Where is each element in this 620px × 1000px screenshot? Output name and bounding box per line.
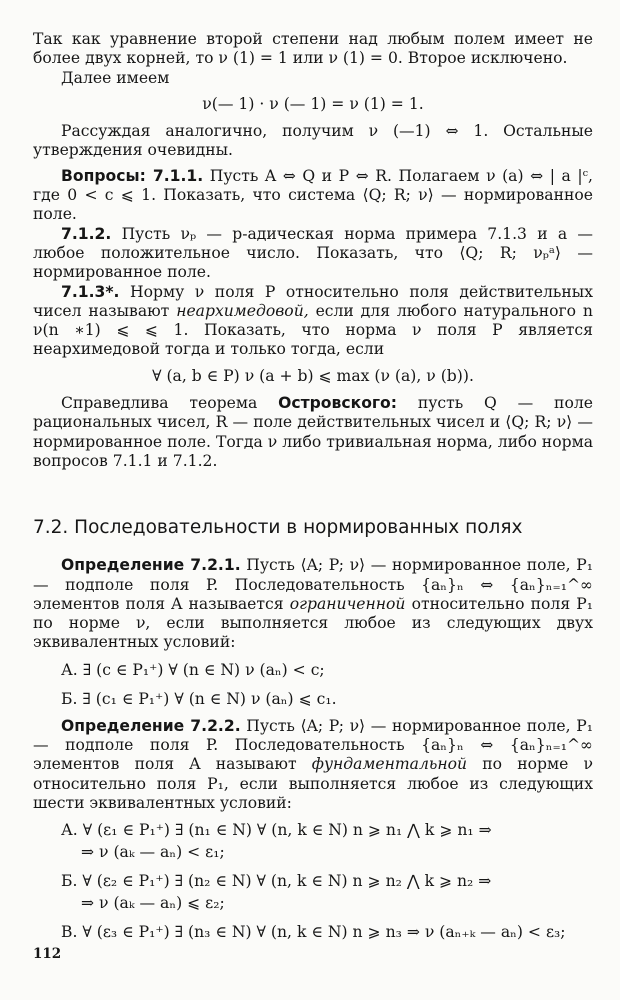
paragraph-text: пусть Q — поле рациональных чисел, R — поле действительных чисел и ⟨Q; R; ν⟩ — нормированное поле. Тогда ν либо тривиальная норма, либо норма вопросов 7.1.1 и 7.1.2. — [33, 394, 593, 470]
paragraph: Далее имеем — [61, 68, 170, 87]
paragraph-text: Справедлива теорема — [61, 394, 258, 413]
questions-label: Вопросы: 7.1.1. — [61, 166, 204, 185]
condition-b: Б. ∃ (c₁ ∈ P₁⁺) ∀ (n ∈ N) ν (aₙ) ⩽ c₁. — [61, 689, 337, 708]
definition-text: относительно поля P₁ по норме ν, если выполняется любое из следующих двух эквивалентных условий: — [33, 594, 593, 652]
question-7-1-2 — [33, 225, 593, 283]
condition-b: Б. ∀ (ε₂ ∈ P₁⁺) ∃ (n₂ ∈ N) ∀ (n, k ∈ N) n ⩾ n₂ ⋀ k ⩾ n₂ ⇒ ⇒ ν (aₖ — aₙ) ⩽ ε₂; — [61, 872, 492, 913]
question-text: Пусть νₚ — p-адическая норма примера 7.1.3 и a — любое положительное число. Показать, что ⟨Q; R; νₚᵃ⟩ — нормированное поле. — [33, 224, 593, 282]
condition-c: В. ∀ (ε₃ ∈ P₁⁺) ∃ (n₃ ∈ N) ∀ (n, k ∈ N) n ⩾ n₃ ⇒ ν (aₙ₊ₖ — aₙ) < ε₃; — [61, 923, 566, 942]
definition-text: по норме ν относительно поля P₁, если выполняется любое из следующих шести эквивалентных условий: — [33, 755, 593, 812]
italic-term: неархимедовой, — [176, 301, 309, 320]
question-text: Норму ν поля P относительно поля действительных чисел называют — [33, 282, 593, 320]
definition-label: Определение 7.2.2. — [61, 716, 241, 735]
definition-text: Пусть ⟨A; P; ν⟩ — нормированное поле, P₁ — подполе поля P. Последовательность {aₙ}ₙ ⇔ {aₙ}ₙ₌₁^∞ элементов поля A называют — [33, 716, 593, 774]
definition-7-2-2 — [33, 717, 593, 813]
question-text: Пусть A ⇔ Q и P ⇔ R. Полагаем ν (a) ⇔ | a |ᶜ, где 0 < c ⩽ 1. Показать, что система ⟨Q; R; ν⟩ — нормированное поле. — [33, 166, 593, 224]
page-content — [33, 30, 593, 950]
question-7-1-3 — [33, 283, 593, 360]
definition-7-2-1 — [33, 556, 593, 652]
question-number: 7.1.3*. — [61, 282, 120, 301]
theorem-name: Островского: — [278, 394, 398, 413]
theorem-paragraph — [33, 394, 593, 471]
question-7-1-1 — [33, 167, 593, 225]
formula: ∀ (a, b ∈ P) ν (a + b) ⩽ max (ν (a), ν (b)). — [152, 366, 474, 385]
italic-term: фундаментальной — [311, 755, 468, 774]
formula: ν(— 1) · ν (— 1) = ν (1) = 1. — [202, 94, 424, 113]
question-number: 7.1.2. — [61, 224, 112, 243]
paragraph: Так как уравнение второй степени над любым полем имеет не более двух корней, то ν (1) = 1 или ν (1) = 0. Второе исключено. — [33, 30, 593, 68]
section-title: 7.2. Последовательности в нормированных полях — [33, 517, 523, 539]
italic-term: ограниченной — [289, 594, 406, 613]
paragraph: Рассуждая аналогично, получим ν (—1) ⇔ 1. Остальные утверждения очевидны. — [33, 122, 593, 160]
condition-a: А. ∀ (ε₁ ∈ P₁⁺) ∃ (n₁ ∈ N) ∀ (n, k ∈ N) n ⩾ n₁ ⋀ k ⩾ n₁ ⇒ ⇒ ν (aₖ — aₙ) < ε₁; — [61, 821, 492, 862]
definition-text: Пусть ⟨A; P; ν⟩ — нормированное поле, P₁ — подполе поля P. Последовательность {aₙ}ₙ ⇔ {aₙ}ₙ₌₁^∞ элементов поля A называется — [33, 556, 593, 613]
condition-a: А. ∃ (c ∈ P₁⁺) ∀ (n ∈ N) ν (aₙ) < c; — [61, 660, 325, 679]
definition-label: Определение 7.2.1. — [61, 556, 241, 575]
question-text: если для любого натурального n ν(n ∗1) ⩽ ⩽ 1. Показать, что норма ν поля P является неархимедовой тогда и только тогда, если — [33, 301, 593, 359]
page-number: 112 — [33, 946, 62, 962]
